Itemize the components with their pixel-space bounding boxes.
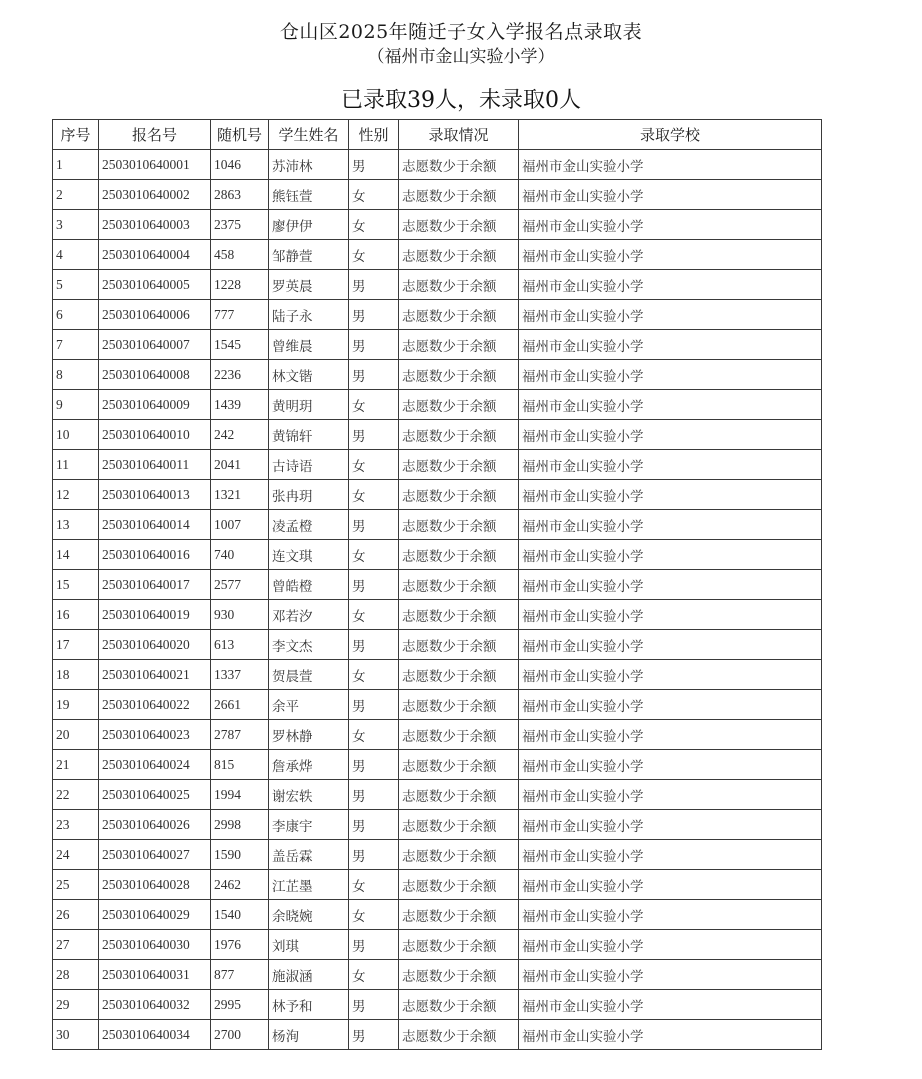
cell-seq: 27 [53, 930, 99, 960]
cell-random: 1439 [211, 390, 269, 420]
cell-gender: 男 [349, 270, 399, 300]
column-header-random: 随机号 [211, 120, 269, 150]
cell-regno: 2503010640009 [99, 390, 211, 420]
page-title: 仓山区2025年随迁子女入学报名点录取表 [279, 21, 643, 43]
cell-random: 1321 [211, 480, 269, 510]
cell-name: 林文锴 [269, 360, 349, 390]
cell-name: 苏沛林 [269, 150, 349, 180]
cell-regno: 2503010640024 [99, 750, 211, 780]
cell-status: 志愿数少于余额 [399, 390, 519, 420]
cell-gender: 男 [349, 300, 399, 330]
table-row [53, 540, 822, 570]
cell-seq: 29 [53, 990, 99, 1020]
cell-random: 877 [211, 960, 269, 990]
cell-regno: 2503010640020 [99, 630, 211, 660]
cell-school: 福州市金山实验小学 [519, 1020, 822, 1050]
cell-random: 1046 [211, 150, 269, 180]
cell-name: 林予和 [269, 990, 349, 1020]
cell-school: 福州市金山实验小学 [519, 600, 822, 630]
cell-regno: 2503010640026 [99, 810, 211, 840]
table-row [53, 690, 822, 720]
cell-status: 志愿数少于余额 [399, 810, 519, 840]
table-row [53, 390, 822, 420]
cell-school: 福州市金山实验小学 [519, 780, 822, 810]
cell-gender: 男 [349, 510, 399, 540]
table-row [53, 960, 822, 990]
cell-status: 志愿数少于余额 [399, 630, 519, 660]
table-header-row [53, 120, 822, 150]
cell-random: 2041 [211, 450, 269, 480]
table-row [53, 450, 822, 480]
cell-school: 福州市金山实验小学 [519, 690, 822, 720]
column-header-seq: 序号 [53, 120, 99, 150]
cell-school: 福州市金山实验小学 [519, 870, 822, 900]
cell-random: 2577 [211, 570, 269, 600]
table-row [53, 870, 822, 900]
cell-status: 志愿数少于余额 [399, 600, 519, 630]
cell-status: 志愿数少于余额 [399, 240, 519, 270]
cell-school: 福州市金山实验小学 [519, 540, 822, 570]
cell-random: 2863 [211, 180, 269, 210]
cell-status: 志愿数少于余额 [399, 990, 519, 1020]
table-row [53, 900, 822, 930]
table-row [53, 660, 822, 690]
cell-name: 贺晨萱 [269, 660, 349, 690]
cell-status: 志愿数少于余额 [399, 750, 519, 780]
cell-random: 740 [211, 540, 269, 570]
cell-status: 志愿数少于余额 [399, 480, 519, 510]
cell-school: 福州市金山实验小学 [519, 480, 822, 510]
cell-school: 福州市金山实验小学 [519, 510, 822, 540]
column-header-status: 录取情况 [399, 120, 519, 150]
cell-random: 242 [211, 420, 269, 450]
cell-gender: 男 [349, 810, 399, 840]
cell-school: 福州市金山实验小学 [519, 390, 822, 420]
cell-regno: 2503010640007 [99, 330, 211, 360]
cell-gender: 男 [349, 840, 399, 870]
cell-random: 2700 [211, 1020, 269, 1050]
cell-school: 福州市金山实验小学 [519, 900, 822, 930]
cell-seq: 5 [53, 270, 99, 300]
cell-gender: 男 [349, 930, 399, 960]
cell-gender: 男 [349, 150, 399, 180]
cell-regno: 2503010640011 [99, 450, 211, 480]
cell-seq: 15 [53, 570, 99, 600]
cell-seq: 24 [53, 840, 99, 870]
cell-name: 曾皓橙 [269, 570, 349, 600]
table-row [53, 750, 822, 780]
cell-name: 余晓婉 [269, 900, 349, 930]
cell-school: 福州市金山实验小学 [519, 840, 822, 870]
cell-seq: 2 [53, 180, 99, 210]
cell-gender: 男 [349, 330, 399, 360]
cell-seq: 25 [53, 870, 99, 900]
cell-gender: 女 [349, 390, 399, 420]
cell-seq: 22 [53, 780, 99, 810]
cell-seq: 11 [53, 450, 99, 480]
cell-school: 福州市金山实验小学 [519, 360, 822, 390]
cell-seq: 30 [53, 1020, 99, 1050]
cell-random: 2236 [211, 360, 269, 390]
cell-name: 谢宏轶 [269, 780, 349, 810]
table-row [53, 630, 822, 660]
table-row [53, 1020, 822, 1050]
cell-gender: 男 [349, 360, 399, 390]
cell-name: 罗英晨 [269, 270, 349, 300]
cell-seq: 12 [53, 480, 99, 510]
table-row [53, 930, 822, 960]
cell-regno: 2503010640008 [99, 360, 211, 390]
cell-regno: 2503010640001 [99, 150, 211, 180]
cell-school: 福州市金山实验小学 [519, 660, 822, 690]
cell-regno: 2503010640005 [99, 270, 211, 300]
cell-status: 志愿数少于余额 [399, 360, 519, 390]
cell-school: 福州市金山实验小学 [519, 570, 822, 600]
column-header-name: 学生姓名 [269, 120, 349, 150]
cell-school: 福州市金山实验小学 [519, 930, 822, 960]
cell-seq: 4 [53, 240, 99, 270]
cell-seq: 7 [53, 330, 99, 360]
cell-school: 福州市金山实验小学 [519, 990, 822, 1020]
cell-seq: 8 [53, 360, 99, 390]
cell-school: 福州市金山实验小学 [519, 150, 822, 180]
table-row [53, 270, 822, 300]
cell-seq: 23 [53, 810, 99, 840]
cell-gender: 女 [349, 660, 399, 690]
cell-school: 福州市金山实验小学 [519, 180, 822, 210]
cell-seq: 14 [53, 540, 99, 570]
cell-status: 志愿数少于余额 [399, 210, 519, 240]
cell-seq: 1 [53, 150, 99, 180]
cell-school: 福州市金山实验小学 [519, 420, 822, 450]
cell-random: 2998 [211, 810, 269, 840]
cell-random: 815 [211, 750, 269, 780]
table-row [53, 240, 822, 270]
table-row [53, 420, 822, 450]
cell-gender: 女 [349, 870, 399, 900]
cell-school: 福州市金山实验小学 [519, 960, 822, 990]
cell-school: 福州市金山实验小学 [519, 270, 822, 300]
admission-summary: 已录取39人，未录取0人 [341, 88, 581, 113]
cell-school: 福州市金山实验小学 [519, 750, 822, 780]
cell-status: 志愿数少于余额 [399, 570, 519, 600]
cell-random: 1540 [211, 900, 269, 930]
column-header-gender: 性别 [349, 120, 399, 150]
cell-school: 福州市金山实验小学 [519, 330, 822, 360]
cell-seq: 3 [53, 210, 99, 240]
cell-gender: 男 [349, 780, 399, 810]
cell-status: 志愿数少于余额 [399, 900, 519, 930]
table-row [53, 150, 822, 180]
cell-status: 志愿数少于余额 [399, 540, 519, 570]
cell-status: 志愿数少于余额 [399, 720, 519, 750]
cell-name: 詹承烨 [269, 750, 349, 780]
cell-gender: 女 [349, 540, 399, 570]
cell-gender: 女 [349, 720, 399, 750]
cell-gender: 女 [349, 450, 399, 480]
cell-regno: 2503010640021 [99, 660, 211, 690]
cell-gender: 男 [349, 750, 399, 780]
cell-status: 志愿数少于余额 [399, 300, 519, 330]
cell-regno: 2503010640023 [99, 720, 211, 750]
cell-regno: 2503010640022 [99, 690, 211, 720]
cell-seq: 28 [53, 960, 99, 990]
cell-status: 志愿数少于余额 [399, 420, 519, 450]
table-row [53, 180, 822, 210]
cell-school: 福州市金山实验小学 [519, 450, 822, 480]
cell-name: 李康宇 [269, 810, 349, 840]
table-row [53, 780, 822, 810]
cell-gender: 男 [349, 990, 399, 1020]
cell-seq: 17 [53, 630, 99, 660]
table-row [53, 810, 822, 840]
cell-gender: 女 [349, 600, 399, 630]
cell-gender: 男 [349, 630, 399, 660]
cell-name: 余平 [269, 690, 349, 720]
cell-status: 志愿数少于余额 [399, 930, 519, 960]
cell-name: 黄明玥 [269, 390, 349, 420]
cell-regno: 2503010640017 [99, 570, 211, 600]
cell-status: 志愿数少于余额 [399, 150, 519, 180]
cell-regno: 2503010640002 [99, 180, 211, 210]
cell-status: 志愿数少于余额 [399, 330, 519, 360]
cell-seq: 20 [53, 720, 99, 750]
cell-regno: 2503010640027 [99, 840, 211, 870]
cell-status: 志愿数少于余额 [399, 840, 519, 870]
cell-regno: 2503010640028 [99, 870, 211, 900]
cell-name: 张冉玥 [269, 480, 349, 510]
cell-random: 2462 [211, 870, 269, 900]
cell-gender: 女 [349, 210, 399, 240]
cell-random: 1007 [211, 510, 269, 540]
cell-name: 邓若汐 [269, 600, 349, 630]
table-row [53, 510, 822, 540]
cell-name: 熊钰萱 [269, 180, 349, 210]
cell-regno: 2503010640034 [99, 1020, 211, 1050]
cell-random: 1228 [211, 270, 269, 300]
cell-status: 志愿数少于余额 [399, 780, 519, 810]
cell-school: 福州市金山实验小学 [519, 240, 822, 270]
cell-regno: 2503010640029 [99, 900, 211, 930]
cell-gender: 女 [349, 180, 399, 210]
cell-random: 2995 [211, 990, 269, 1020]
cell-status: 志愿数少于余额 [399, 510, 519, 540]
cell-name: 邹静萱 [269, 240, 349, 270]
cell-random: 2661 [211, 690, 269, 720]
cell-regno: 2503010640025 [99, 780, 211, 810]
cell-seq: 16 [53, 600, 99, 630]
cell-gender: 男 [349, 1020, 399, 1050]
cell-regno: 2503010640019 [99, 600, 211, 630]
cell-status: 志愿数少于余额 [399, 270, 519, 300]
cell-seq: 10 [53, 420, 99, 450]
cell-status: 志愿数少于余额 [399, 1020, 519, 1050]
cell-gender: 女 [349, 480, 399, 510]
cell-random: 613 [211, 630, 269, 660]
cell-regno: 2503010640016 [99, 540, 211, 570]
cell-seq: 9 [53, 390, 99, 420]
cell-random: 2375 [211, 210, 269, 240]
cell-name: 凌孟橙 [269, 510, 349, 540]
cell-random: 2787 [211, 720, 269, 750]
cell-name: 曾维晨 [269, 330, 349, 360]
cell-seq: 19 [53, 690, 99, 720]
cell-regno: 2503010640004 [99, 240, 211, 270]
cell-name: 盖岳霖 [269, 840, 349, 870]
cell-gender: 男 [349, 570, 399, 600]
cell-status: 志愿数少于余额 [399, 660, 519, 690]
cell-regno: 2503010640014 [99, 510, 211, 540]
cell-name: 施淑涵 [269, 960, 349, 990]
cell-random: 1337 [211, 660, 269, 690]
cell-gender: 女 [349, 900, 399, 930]
cell-status: 志愿数少于余额 [399, 450, 519, 480]
cell-status: 志愿数少于余额 [399, 180, 519, 210]
cell-name: 李文杰 [269, 630, 349, 660]
table-row [53, 990, 822, 1020]
admission-table [52, 119, 822, 1050]
cell-seq: 6 [53, 300, 99, 330]
cell-status: 志愿数少于余额 [399, 960, 519, 990]
cell-regno: 2503010640031 [99, 960, 211, 990]
cell-status: 志愿数少于余额 [399, 870, 519, 900]
cell-name: 廖伊伊 [269, 210, 349, 240]
cell-gender: 女 [349, 960, 399, 990]
cell-school: 福州市金山实验小学 [519, 810, 822, 840]
cell-random: 1545 [211, 330, 269, 360]
cell-name: 江芷墨 [269, 870, 349, 900]
cell-random: 458 [211, 240, 269, 270]
cell-name: 罗林静 [269, 720, 349, 750]
cell-name: 黄锦轩 [269, 420, 349, 450]
table-row [53, 300, 822, 330]
table-row [53, 570, 822, 600]
cell-seq: 26 [53, 900, 99, 930]
cell-random: 1590 [211, 840, 269, 870]
cell-random: 1976 [211, 930, 269, 960]
table-body [53, 150, 822, 1050]
table-row [53, 480, 822, 510]
cell-name: 陆子永 [269, 300, 349, 330]
cell-random: 777 [211, 300, 269, 330]
cell-regno: 2503010640010 [99, 420, 211, 450]
cell-school: 福州市金山实验小学 [519, 720, 822, 750]
cell-seq: 13 [53, 510, 99, 540]
table-row [53, 720, 822, 750]
cell-school: 福州市金山实验小学 [519, 630, 822, 660]
cell-name: 连文琪 [269, 540, 349, 570]
table-row [53, 330, 822, 360]
cell-gender: 女 [349, 240, 399, 270]
column-header-school: 录取学校 [519, 120, 822, 150]
cell-regno: 2503010640006 [99, 300, 211, 330]
cell-gender: 男 [349, 420, 399, 450]
cell-regno: 2503010640013 [99, 480, 211, 510]
column-header-regno: 报名号 [99, 120, 211, 150]
cell-school: 福州市金山实验小学 [519, 210, 822, 240]
table-row [53, 360, 822, 390]
cell-seq: 21 [53, 750, 99, 780]
cell-name: 杨洵 [269, 1020, 349, 1050]
cell-name: 古诗语 [269, 450, 349, 480]
cell-seq: 18 [53, 660, 99, 690]
cell-random: 930 [211, 600, 269, 630]
cell-regno: 2503010640030 [99, 930, 211, 960]
table-row [53, 600, 822, 630]
cell-gender: 男 [349, 690, 399, 720]
cell-school: 福州市金山实验小学 [519, 300, 822, 330]
cell-regno: 2503010640032 [99, 990, 211, 1020]
page-subtitle: （福州市金山实验小学） [367, 47, 555, 67]
table-row [53, 840, 822, 870]
table-row [53, 210, 822, 240]
cell-regno: 2503010640003 [99, 210, 211, 240]
cell-name: 刘琪 [269, 930, 349, 960]
cell-status: 志愿数少于余额 [399, 690, 519, 720]
cell-random: 1994 [211, 780, 269, 810]
